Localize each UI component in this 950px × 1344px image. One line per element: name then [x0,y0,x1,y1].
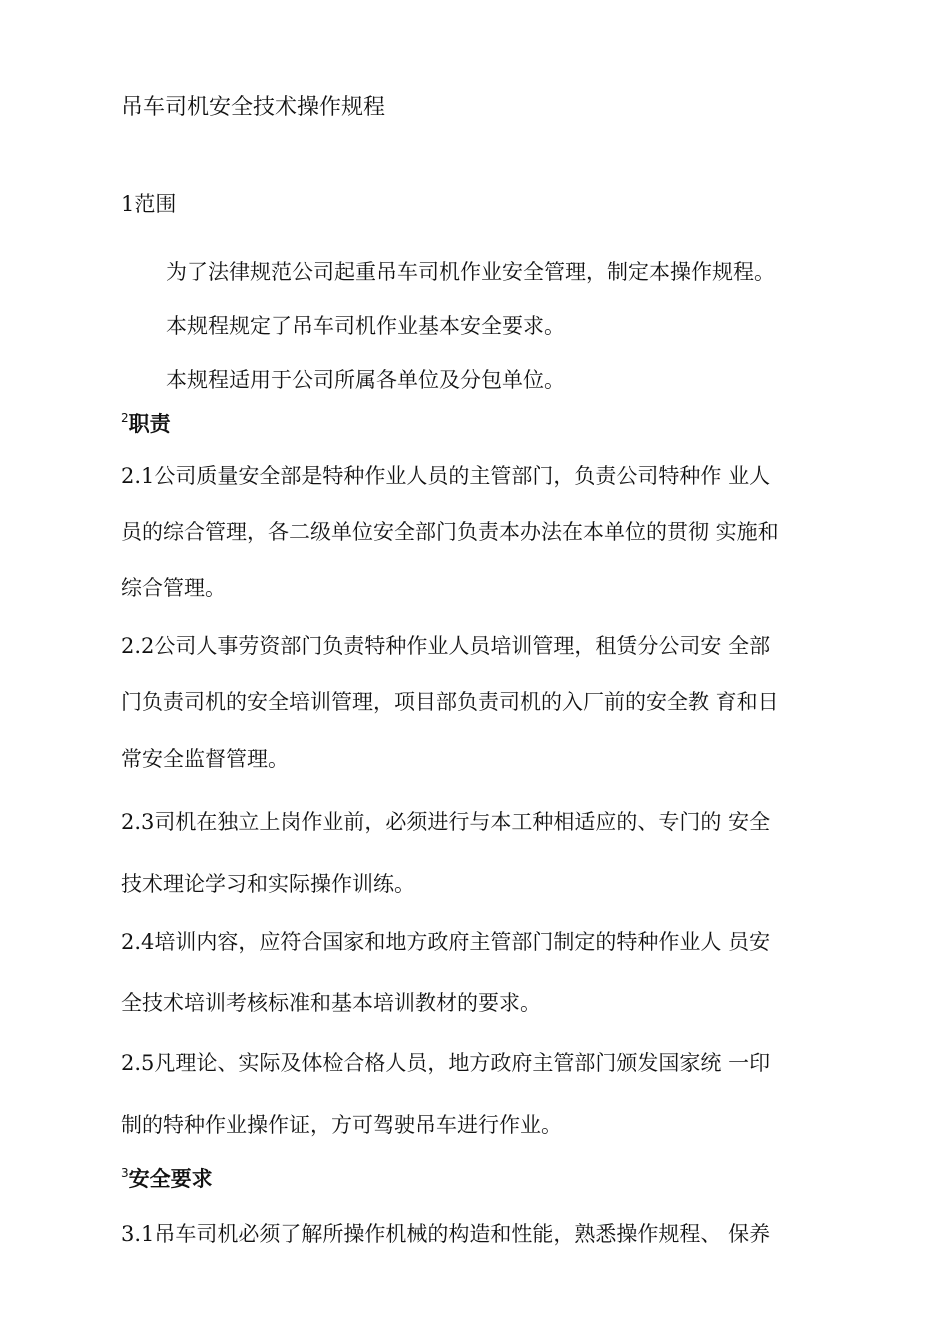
section-number: 3 [121,1166,129,1180]
text-line: 门负责司机的安全培训管理，项目部负责司机的入厂前的安全教 育和日 [121,690,779,714]
text-line: 综合管理。 [121,576,226,600]
paragraph: 本规程适用于公司所属各单位及分包单位。 [166,368,565,392]
text-line: 2.3司机在独立上岗作业前，必须进行与本工种相适应的、专门的 安全 [121,810,771,834]
text-line: 2.4培训内容，应符合国家和地方政府主管部门制定的特种作业人 员安 [121,930,771,954]
text-line: 技术理论学习和实际操作训练。 [121,872,415,896]
text-line: 员的综合管理，各二级单位安全部门负责本办法在本单位的贯彻 实施和 [121,520,779,544]
paragraph: 本规程规定了吊车司机作业基本安全要求。 [166,314,565,338]
section-2-heading [121,411,171,436]
text-line: 3.1吊车司机必须了解所操作机械的构造和性能，熟悉操作规程、 保养 [121,1222,771,1246]
text-line: 全技术培训考核标准和基本培训教材的要求。 [121,991,541,1015]
text-line: 2.1公司质量安全部是特种作业人员的主管部门，负责公司特种作 业人 [121,464,771,488]
section-number: 2 [121,411,129,425]
document-title: 吊车司机安全技术操作规程 [121,95,386,120]
paragraph: 为了法律规范公司起重吊车司机作业安全管理，制定本操作规程。 [166,260,775,284]
section-3-heading [121,1166,213,1191]
text-line: 常安全监督管理。 [121,747,289,771]
text-line: 2.2公司人事劳资部门负责特种作业人员培训管理，租赁分公司安 全部 [121,634,771,658]
section-title: 安全要求 [128,1167,213,1191]
text-line: 2.5凡理论、实际及体检合格人员，地方政府主管部门颁发国家统 一印 [121,1051,771,1075]
section-title: 职责 [128,412,171,436]
section-1-heading: 1范围 [121,192,177,216]
text-line: 制的特种作业操作证，方可驾驶吊车进行作业。 [121,1113,562,1137]
